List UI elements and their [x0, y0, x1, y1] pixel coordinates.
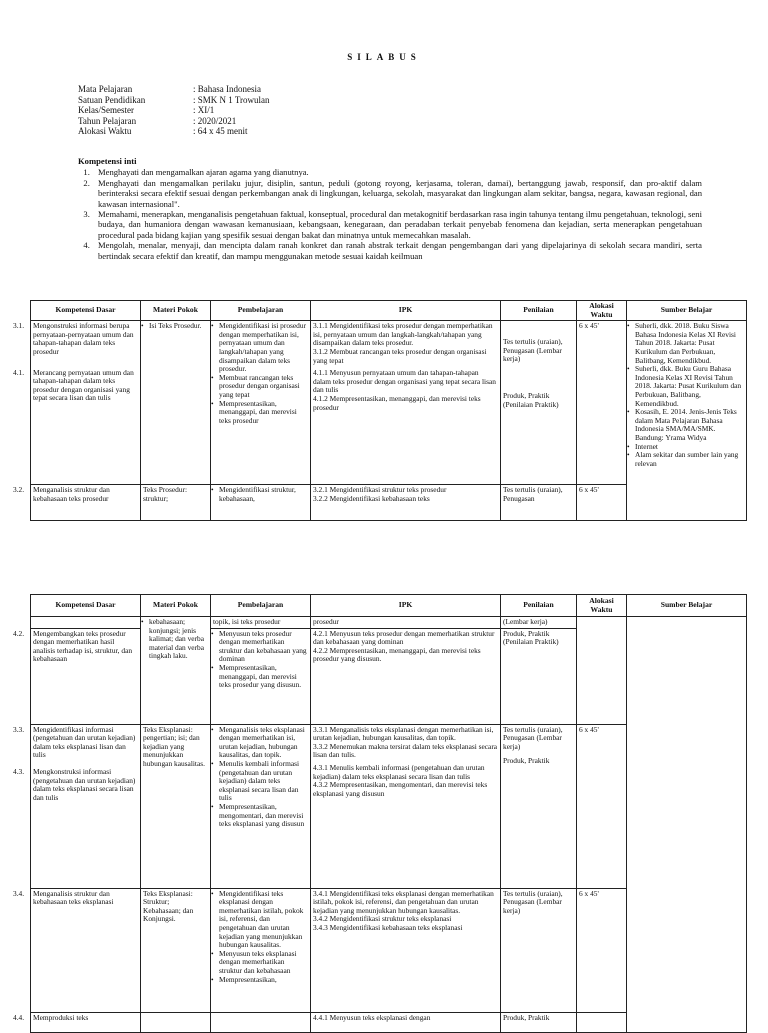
info-value: : 64 x 45 menit	[193, 126, 248, 137]
materi-text: Teks Prosedur: struktur;	[143, 485, 188, 503]
pembelajaran-item: topik, isi teks prosedur	[213, 617, 281, 626]
pembelajaran-item: • Mengidentifikasi struktur, kebahasaan,	[213, 486, 308, 503]
kd-text: Mengidentifikasi informasi (pengetahuan dan urutan kejadian) dalam teks eksplanasi lisan dan tulis	[33, 724, 136, 760]
ipk-item: prosedur	[313, 617, 339, 626]
penilaian-text: Produk, Praktik (Penilaian Praktik)	[503, 390, 559, 409]
header-alokasi: Alokasi Waktu	[577, 595, 627, 617]
header-kd: Kompetensi Dasar	[31, 595, 141, 617]
pembelajaran-item: • Menyusun teks eksplanasi dengan memerhatikan struktur dan kebahasaan	[213, 950, 308, 976]
pembelajaran-item: • Menyusun teks prosedur dengan memerhatikan struktur dan kebahasaan yang dominan	[213, 630, 308, 664]
penilaian-text: Tes tertulis (uraian), Penugasan (Lembar kerja)	[503, 337, 563, 364]
header-sumber: Sumber Belajar	[627, 301, 747, 321]
pembelajaran-item: • Mempresentasikan, mengomentari, dan merevisi teks eksplanasi yang disusun	[213, 803, 308, 829]
alokasi-text: 6 x 45'	[579, 724, 599, 734]
penilaian-text: Produk, Praktik	[503, 1012, 550, 1022]
pembelajaran-item: • Mengidentifikasi teks eksplanasi dengan memerhatikan istilah, pokok isi, referensi, dan pengetahuan dan urutan kejadian yang menunjukkan hubungan kausalitas.	[213, 890, 308, 950]
info-value: : SMK N 1 Trowulan	[193, 94, 270, 105]
ipk-item: 3.1.2 Membuat rancangan teks prosedur dengan organisasi yang tepat	[313, 346, 487, 365]
header-materi: Materi Pokok	[141, 301, 211, 321]
ipk-item: 4.3.2 Mempresentasikan, mengomentari, dan merevisi teks eksplanasi yang disusun	[313, 780, 488, 798]
header-penilaian: Penilaian	[501, 301, 577, 321]
ipk-item: 3.1.1 Mengidentifikasi teks prosedur dengan memperhatikan isi, pernyataan umum dan langkah-langkah/tahapan yang disampaikan dalam teks prosedur.	[313, 321, 493, 348]
pembelajaran-item: • Mempresentasikan, menanggapi, dan merevisi teks prosedur	[213, 400, 308, 426]
sumber-item: • Kosasih, E. 2014. Jenis-Jenis Teks dalam Mata Pelajaran Bahasa Indonesia SMA/MA/SMK. Bandung: Yrama Widya	[629, 408, 744, 442]
ki-item: 4. Mengolah, menalar, menyaji, dan mencipta dalam ranah konkret dan ranah abstrak terkait dengan pengembangan dari yang dipelajarinya di sekolah secara mandiri, serta bertindak secara efektif dan kreatif, dan mampu menggunakan metode sesuai kaidah keilmuan	[92, 240, 702, 261]
info-value: : 2020/2021	[193, 115, 237, 126]
table-row	[31, 617, 747, 629]
materi-text: • kebahasaan; konjungsi; jenis kalimat; dan verba material dan verba tingkah laku.	[143, 618, 208, 661]
ki-item: 1. Menghayati dan mengamalkan ajaran agama yang dianutnya.	[92, 167, 702, 177]
penilaian-text: Tes tertulis (uraian), Penugasan (Lembar kerja)	[503, 724, 563, 751]
info-label: Satuan Pendidikan	[78, 94, 146, 105]
sumber-item: • Internet	[629, 443, 744, 452]
kd-text: Menganalisis struktur dan kebahasaan teks eksplanasi	[33, 888, 114, 907]
table-row: 3.2. Menganalisis struktur dan kebahasaan teks prosedur Teks Prosedur: struktur; • Mengidentifikasi struktur, kebahasaan, 3.2.1 Mengidentifikasi struktur teks prosedur 3.2.2 Mengidentifikasi kebahasaan teks Tes tertulis (uraian), Penugasan 6 x 45'	[31, 485, 747, 521]
header-sumber: Sumber Belajar	[627, 595, 747, 617]
info-value: : Bahasa Indonesia	[193, 84, 261, 94]
kd-text: Merancang pernyataan umum dan tahapan-tahapan dalam teks prosedur dengan organisasi yang tepat secara lisan dan tulis	[33, 367, 134, 403]
header-alokasi: Alokasi Waktu	[577, 301, 627, 321]
ki-heading: Kompetensi inti	[78, 156, 137, 166]
table-row: 3.1. Mengonstruksi informasi berupa pernyataan-pernyataan umum dan tahapan-tahapan dalam teks prosedur 4.1. Merancang pernyataan umum dan tahapan-tahapan dalam teks prosedur dengan organisasi yang tepat secara lisan dan tulis • Isi Teks Prosedur. • Mengidentifikasi isi prosedur dengan memperhatikan isi, pernyataan umum dan langkah/tahapan yang disampaikan dalam teks prosedur. • Membuat rancangan teks prosedur dengan organisasi yang tepat • Mempresentasikan, menanggapi, dan merevisi teks prosedur 3.1.1 Mengidentifikasi teks prosedur dengan memperhatikan isi, pernyataan umum dan langkah-langkah/tahapan yang disampaikan dalam teks prosedur. 3.1.2 Membuat rancangan teks prosedur dengan organisasi yang tepat 4.1.1 Menyusun pernyataan umum dan tahapan-tahapan dalam teks prosedur dengan organisasi yang tepat secara lisan dan tulis 4.1.2 Mempresentasikan, menanggapi, dan merevisi teks prosedur Tes tertulis (uraian), Penugasan (Lembar kerja) Produk, Praktik (Penilaian Praktik) 6 x 45' • Suherli, dkk. 2018. Buku Siswa Bahasa Indonesia Kelas XI Revisi Tahun 2018. Jakarta: Pusat Kurikulum dan Perbukuan, Balitbang, Kemendikbud. • Suherli, dkk. Buku Guru Bahasa Indonesia Kelas XI Revisi Tahun 2018. Jakarta: Pusat Kurikulum dan Perbukuan, Balitbang, Kemendikbud. • Kosasih, E. 2014. Jenis-Jenis Teks dalam Mata Pelajaran Bahasa Indonesia SMA/MA/SMK. Bandung: Yrama Widya • Internet • Alam sekitar dan sumber lain yang relevan	[31, 321, 747, 485]
kd-text: Menganalisis struktur dan kebahasaan teks prosedur	[33, 485, 110, 503]
info-value: : XI/1	[193, 105, 215, 116]
kd-text: Mengonstruksi informasi berupa pernyataan-pernyataan umum dan tahapan-tahapan dalam teks prosedur	[33, 321, 134, 356]
sumber-item: • Suherli, dkk. 2018. Buku Siswa Bahasa Indonesia Kelas XI Revisi Tahun 2018. Jakarta: Pusat Kurikulum dan Perbukuan, Balitbang, Kemendikbud.	[629, 322, 744, 365]
table-row: 4.4. Memproduksi teks 4.4.1 Menyusun teks eksplanasi dengan Produk, Praktik	[31, 1012, 747, 1032]
alokasi-text: 6 x 45'	[579, 888, 599, 898]
table-row: 4.2. Mengembangkan teks prosedur dengan memerhatikan hasil analisis terhadap isi, struktur, dan kebahasaan • Menyusun teks prosedur dengan memerhatikan struktur dan kebahasaan yang dominan • Mempresentasikan, menanggapi, dan merevisi teks prosedur yang disusun. 4.2.1 Menyusun teks prosedur dengan memerhatikan struktur dan kebahasaan yang dominan 4.2.2 Mempresentasikan, menanggapi, dan merevisi teks prosedur yang disusun. Produk, Praktik (Penilaian Praktik)	[31, 628, 747, 724]
table-row: 3.4. Menganalisis struktur dan kebahasaan teks eksplanasi Teks Eksplanasi: Struktur; Kebahasaan; dan Konjungsi. • Mengidentifikasi teks eksplanasi dengan memerhatikan istilah, pokok isi, referensi, dan pengetahuan dan urutan kejadian yang menunjukkan hubungan kausalitas. • Menyusun teks eksplanasi dengan memerhatikan struktur dan kebahasaan • Mempresentasikan, 3.4.1 Mengidentifikasi teks eksplanasi dengan memerhatikan istilah, pokok isi, referensi, dan pengetahuan dan urutan kejadian yang menunjukkan hubungan kausalitas. 3.4.2 Mengidentifikasi struktur teks eksplanasi 3.4.3 Mengidentifikasi kebahasaan teks eksplanasi Tes tertulis (uraian), Penugasan (Lembar kerja) 6 x 45'	[31, 888, 747, 1012]
penilaian-text: Tes tertulis (uraian), Penugasan	[503, 485, 563, 503]
table-row: 3.3. Mengidentifikasi informasi (pengetahuan dan urutan kejadian) dalam teks eksplanasi lisan dan tulis 4.3. Mengkonstruksi informasi (pengetahuan dan urutan kejadian) dalam teks eksplanasi secara lisan dan tulis Teks Eksplanasi: pengertian; isi; dan kejadian yang menunjukkan hubungan kausalitas. • Menganalisis teks eksplanasi dengan memerhatikan isi, urutan kejadian, hubungan kausalitas, dan topik. • Menulis kembali informasi (pengetahuan dan urutan kejadian) dalam teks eksplanasi secara lisan dan tulis • Mempresentasikan, mengomentari, dan merevisi teks eksplanasi yang disusun 3.3.1 Menganalisis teks eksplanasi dengan memerhatikan isi, urutan kejadian, hubungan kausalitas, dan topik. 3.3.2 Menemukan makna tersirat dalam teks eksplanasi secara lisan dan tulis. 4.3.1 Menulis kembali informasi (pengetahuan dan urutan kejadian) dalam teks eksplanasi secara lisan dan tulis 4.3.2 Mempresentasikan, mengomentari, dan merevisi teks eksplanasi yang disusun Tes tertulis (uraian), Penugasan (Lembar kerja) Produk, Praktik 6 x 45'	[31, 724, 747, 888]
sumber-item: • Suherli, dkk. Buku Guru Bahasa Indonesia Kelas XI Revisi Tahun 2018. Jakarta: Pusat Kurikulum dan Perbukuan, Balitbang, Kemendikbud.	[629, 365, 744, 408]
header-ipk: IPK	[311, 595, 501, 617]
syllabus-table-1	[13, 300, 747, 521]
info-label: Kelas/Semester	[78, 105, 134, 116]
ipk-item: 4.3.1 Menulis kembali informasi (pengetahuan dan urutan kejadian) dalam teks eksplanasi secara lisan dan tulis	[313, 762, 485, 781]
info-label: Tahun Pelajaran	[78, 115, 137, 126]
penilaian-text: (Lembar kerja)	[503, 617, 548, 626]
alokasi-text: 6 x 45'	[579, 485, 599, 495]
sumber-item: • Alam sekitar dan sumber lain yang relevan	[629, 451, 744, 468]
ki-item: 3. Memahami, menerapkan, menganalisis pengetahuan faktual, konseptual, procedural dan metakognitif berdasarkan rasa ingin tahunya tentang ilmu pengetahuan, teknologi, seni budaya, dan humaniora dengan wawasan kemanusiaan, kebangsaan, kenegaraan, dan peradaban terkait penyebab fenomena dan kejadian, serta menerapkan pengetahuan procedural pada bidang kajian yang spesifik sesuai dengan bakat dan minatnya untuk memecahkan masalah.	[92, 209, 702, 240]
ipk-item: 4.2.1 Menyusun teks prosedur dengan memerhatikan struktur dan kebahasaan yang dominan	[313, 628, 495, 647]
header-materi: Materi Pokok	[141, 595, 211, 617]
materi-text: • Isi Teks Prosedur.	[143, 322, 208, 331]
ipk-item: 4.4.1 Menyusun teks eksplanasi dengan	[313, 1012, 431, 1022]
ipk-item: 3.2.1 Mengidentifikasi struktur teks prosedur	[313, 485, 447, 495]
penilaian-text: Produk, Praktik (Penilaian Praktik)	[503, 628, 559, 647]
kd-text: Memproduksi teks	[33, 1012, 89, 1022]
pembelajaran-item: • Mengidentifikasi isi prosedur dengan memperhatikan isi, pernyataan umum dan langkah/tahapan yang disampaikan dalam teks prosedur.	[213, 322, 308, 374]
ipk-item: 4.1.2 Mempresentasikan, menanggapi, dan merevisi teks prosedur	[313, 393, 481, 412]
penilaian-text: Tes tertulis (uraian), Penugasan (Lembar kerja)	[503, 888, 563, 915]
ipk-item: 3.4.3 Mengidentifikasi kebahasaan teks eksplanasi	[313, 922, 463, 932]
header-penilaian: Penilaian	[501, 595, 577, 617]
info-label: Mata Pelajaran	[78, 84, 133, 94]
pembelajaran-item: • Membuat rancangan teks prosedur dengan organisasi yang tepat	[213, 374, 308, 400]
course-info	[78, 84, 270, 137]
materi-text: Teks Eksplanasi: Struktur; Kebahasaan; dan Konjungsi.	[143, 888, 194, 924]
syllabus-table-2	[13, 594, 747, 1033]
pembelajaran-item: • Mempresentasikan, menanggapi, dan merevisi teks prosedur yang disusun.	[213, 664, 308, 690]
ipk-item: 3.3.2 Menemukan makna tersirat dalam teks eksplanasi secara lisan dan tulis.	[313, 741, 498, 760]
page-title: SILABUS	[347, 52, 421, 62]
kd-text: Mengembangkan teks prosedur dengan memerhatikan hasil analisis terhadap isi, struktur, dan kebahasaan	[33, 628, 133, 664]
header-pembelajaran: Pembelajaran	[211, 301, 311, 321]
pembelajaran-item: • Menganalisis teks eksplanasi dengan memerhatikan isi, urutan kejadian, hubungan kausalitas, dan topik.	[213, 726, 308, 760]
header-pembelajaran: Pembelajaran	[211, 595, 311, 617]
header-kd: Kompetensi Dasar	[31, 301, 141, 321]
ipk-item: 4.2.2 Mempresentasikan, menanggapi, dan merevisi teks prosedur yang disusun.	[313, 645, 481, 664]
ipk-item: 3.3.1 Menganalisis teks eksplanasi dengan memerhatikan isi, urutan kejadian, hubungan kausalitas, dan topik.	[313, 724, 494, 743]
pembelajaran-item: • Menulis kembali informasi (pengetahuan dan urutan kejadian) dalam teks eksplanasi secara lisan dan tulis	[213, 760, 308, 803]
pembelajaran-item: • Mempresentasikan,	[213, 976, 308, 985]
ipk-item: 4.1.1 Menyusun pernyataan umum dan tahapan-tahapan dalam teks prosedur dengan organisasi yang tepat secara lisan dan tulis	[313, 368, 496, 395]
ipk-item: 3.2.2 Mengidentifikasi kebahasaan teks	[313, 493, 430, 503]
alokasi-text: 6 x 45'	[579, 321, 599, 331]
header-ipk: IPK	[311, 301, 501, 321]
materi-text: Teks Eksplanasi: pengertian; isi; dan kejadian yang menunjukkan hubungan kausalitas.	[143, 724, 205, 768]
ki-item: 2. Menghayati dan mengamalkan perilaku jujur, disiplin, santun, peduli (gotong royong, kerjasama, toleran, damai), bertanggung jawab, responsif, dan pro-aktif dalam berinteraksi secara efektif sesuai dengan perkembangan anak di lingkungan, keluarga, sekolah, masyarakat dan lingkungan alam sekitar, bangsa, negara, kawasan regional, dan kawasan internasional".	[92, 178, 702, 209]
penilaian-text: Produk, Praktik	[503, 756, 550, 766]
kd-text: Mengkonstruksi informasi (pengetahuan dan urutan kejadian) dalam teks eksplanasi secara lisan dan tulis	[33, 766, 136, 802]
ipk-item: 3.4.1 Mengidentifikasi teks eksplanasi dengan memerhatikan istilah, pokok isi, referensi, dan pengetahuan dan urutan kejadian yang menunjukkan hubungan kausalitas.	[313, 888, 494, 915]
kompetensi-inti	[78, 156, 702, 261]
info-label: Alokasi Waktu	[78, 126, 132, 137]
ipk-item: 3.4.2 Mengidentifikasi struktur teks eksplanasi	[313, 914, 452, 924]
